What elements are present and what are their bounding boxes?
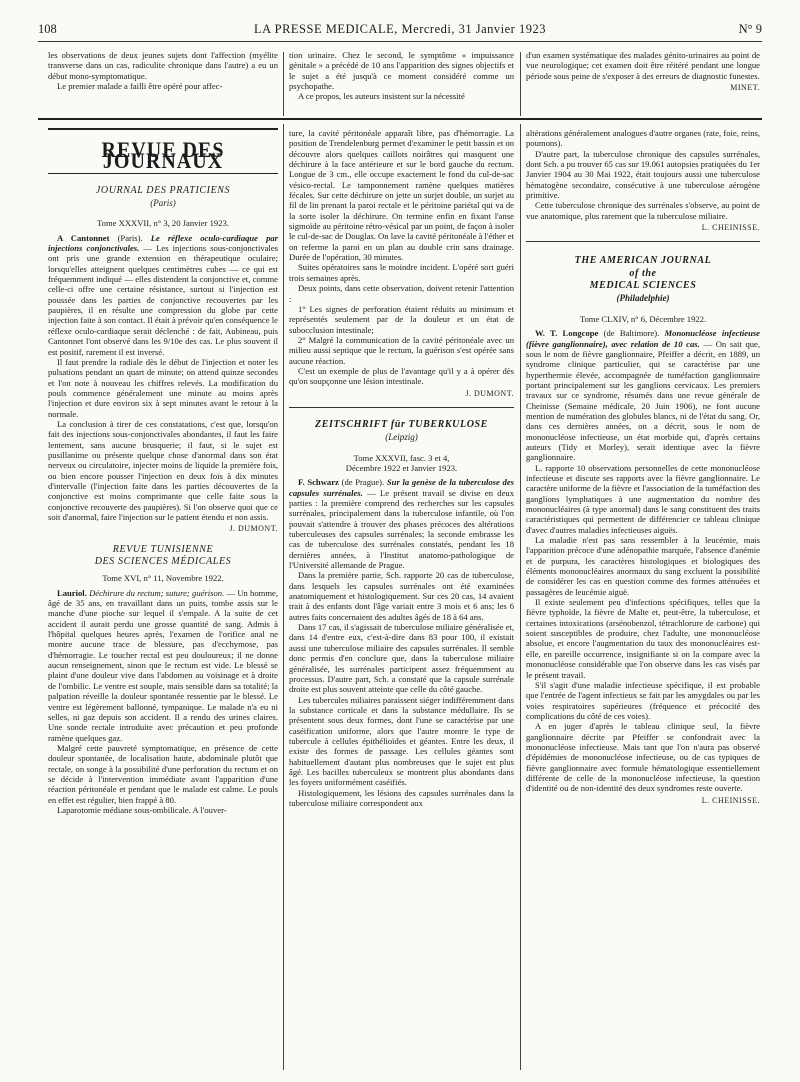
article-author: W. T. Longcope — [535, 328, 599, 339]
journal-zeitschrift-name: ZEITSCHRIFT für TUBERKULOSE — [315, 418, 488, 430]
author-place: (de Baltimore). — [603, 328, 660, 339]
article-paragraph: Dans la première partie, Sch. rapporte 20 cas de tuberculose, dans lesquels les capsules surrénales ont été examinées anatomiquement et histologiquement. Sur ces 20 cas, 14 avaient trait à des enfants dont l'âge variait entre 3 mois et 6 ans; les 6 autres faits concernaient des adultes âgés de 18 à 64 ans. — [289, 570, 514, 622]
page-header — [38, 20, 762, 42]
article-paragraph: L. rapporte 10 observations personnelles de cette mononucléose infectieuse et discute ses rapports avec la fièvre ganglionnaire. Le caractère uniforme de la fièvre et l'association de la tuméfaction des ganglions lymphatiques à une augmentation du nombre des mononucléaires (à type anormal) dans le sang constituent des traits caractéristiques qui permettent de différencier ce tableau clinique d'avec d'autres maladies infectieuses aiguës. — [526, 462, 760, 535]
column-divider-1 — [283, 124, 284, 1070]
article-paragraph: Deux points, dans cette observation, doivent retenir l'attention : — [289, 283, 514, 304]
article-paragraph: La conclusion à tirer de ces constatations, c'est que, lorsqu'on fait des injections sous-conjonctivales abondantes, il faut les faire lentement, sans aucune brusquerie; il faut, si le sujet est pusillanime ou présente quelque chose d'anormal dans son état nerveux ou circulatoire, injecter moins de liquide la première fois, ou bien encore pousser l'injection en deux fois à dix minutes d'intervalle (l'injection faite dans les parties découvertes de la conjonctive est moins comprimante que celle faite sous la conjonctive recouverte des paupières). Si l'on observe quoi que ce soit d'anormal, faire l'injection sur le patient étendu et non assis. — [48, 418, 278, 522]
article-text: — Le présent travail se divise en deux parties : la première comprend des recherches sur les capsules surrénales, principalement dans la tuberculose infantile, où l'on pouvait s'attendre à trouver des phases précoces des altérations tuberculeuses des capsules surrénales; la seconde embrasse les cas de tuberculose des surrénales constatés, pendant les 18 dernières années, à l'Institut anatomo-pathologique de l'Université allemande de Prague. — [289, 487, 514, 571]
journal-american-tome: Tome CLXIV, n° 6, Décembre 1922. — [579, 313, 707, 324]
journal-praticiens-name: JOURNAL DES PRATICIENS — [95, 184, 231, 196]
top-col1 — [48, 50, 278, 91]
article-author: F. Schwarz — [298, 477, 339, 488]
article-title: Sur la genèse de la tuberculose des capsules surrénales. — [289, 477, 515, 498]
journal-praticiens-city: (Paris) — [150, 198, 176, 209]
section-rule — [38, 118, 762, 120]
signature: J. DUMONT. — [229, 524, 278, 534]
section-rule — [526, 241, 760, 242]
journal-header-title: LA PRESSE MEDICALE, Mercredi, 31 Janvier 1923 — [254, 22, 546, 36]
article-paragraph: A en juger d'après le tableau clinique seul, la fièvre ganglionnaire décrite par Pfeiffer se confondrait avec la mononucléose infectieuse. Mais tant que l'on n'aura pas observé d'épidémies de mononucléose infectieuse, ou de cas typiques de fièvre ganglionnaire avec formule hématologique essentiellement différente de celle de la mononucléose infectieuse, la question d'identité ou de non-identité des deux syndromes reste ouverte. — [526, 721, 760, 794]
article-paragraph: Histologiquement, les lésions des capsules surrénales dans la tuberculose miliaire correspondent aux — [289, 787, 514, 808]
article-text: — Les injections sous-conjonctivales ont pris une grande extension en thérapeutique oculaire; lorsqu'elles atteignent quelques centimètres cubes — ce qui est fréquemment indiqué — elles distendent la conjonctive et, comme celle-ci offre une certaine résistance, surtout si l'injection est poussée dans les parties de conjonctive recouvertes par les paupières, il en résulte une compression du globe par cette injection faite à son contact. Il était à prévoir qu'en conséquence le réflexe oculo-cardiaque serait déclenché : de fait, Aubineau, puis Cantonnet l'ont observé dans les 9/10e des cas. Le plus souvent il est positif, rarement il est inversé. — [48, 243, 278, 357]
journal-tunisienne-tome: Tome XVI, n° 11, Novembre 1922. — [102, 573, 224, 584]
article-paragraph: Malgré cette pauvreté symptomatique, en présence de cette douleur spontanée, de localisation haute, abdominale plutôt que rectale, on songe à la possibilité d'une perforation du rectum et on se décide à l'intervention immédiate avant l'apparition d'une réaction péritonéale et pendant que le malade est calme. Le pouls en effet est régulier, bien frappé à 80. — [48, 742, 278, 805]
top-c1-p2: Le premier malade a failli être opéré pour affec- — [57, 81, 223, 92]
article-paragraph: C'est un exemple de plus de l'avantage qu'il y a à opérer dès qu'on soupçonne une lésion intestinale. — [289, 365, 514, 387]
journal-tunisienne-name: REVUE TUNISIENNE — [112, 543, 214, 555]
signature: L. CHEINISSE. — [701, 223, 760, 233]
signature: J. DUMONT. — [465, 388, 514, 398]
column-3 — [526, 128, 760, 806]
header-rule — [38, 41, 762, 42]
column-divider-2 — [520, 124, 521, 1070]
article-paragraph: Laparotomie médiane sous-ombilicale. A l'ouver- — [57, 804, 227, 815]
article-paragraph: La maladie n'est pas sans ressembler à la leucémie, mais l'apparition précoce d'une adénopathie marquée, l'absence d'anémie et de purpura, les caractères histologiques et biologiques des éléments mononucléaires anormaux du sang excluent la possibilité de considérer les cas en question comme des formes atténuées et passagères de leucémie aiguë. — [526, 535, 760, 597]
journal-american-city: (Philadelphie) — [616, 293, 670, 304]
article-paragraph: S'il s'agit d'une maladie infectieuse spécifique, il est probable que l'entrée de l'agent infectieux se fait par les amygdales ou par les voies respiratoires supérieures (fréquence et précocité des complications du côté de ces voies). — [526, 679, 760, 721]
top-c1-p1: les observations de deux jeunes sujets dont l'affection (myélite transverse dans un cas, radiculite chronique dans l'autre) a eu un début mono-symptomatique. — [48, 50, 278, 81]
top-divider-1 — [283, 52, 284, 116]
journal-american-name: THE AMERICAN JOURNAL — [574, 255, 712, 267]
article-paragraph: Dans 17 cas, il s'agissait de tuberculose miliaire généralisée et, dans 14 d'entre eux, c'est-à-dire dans 83 pour 100, il existait aussi une tuberculose miliaire des capsules surrénales. Il semble donc permis d'en conclure que, dans la tuberculose miliaire généralisée, les surrénales participent assez fréquemment au processus. D'autre part, Sch. a constaté que la capsule surrénale droite est plus souvent atteinte que celle du côté gauche. — [289, 622, 514, 695]
section-rule — [289, 407, 514, 408]
article-title: Mononucléose infectieuse (fièvre ganglionnaire), avec relation de 10 cas. — [526, 328, 761, 349]
column-1 — [48, 128, 278, 815]
top-col2 — [289, 50, 514, 102]
revue-title: REVUE DES JOURNAUX — [101, 138, 225, 174]
top-c2-p1: tion urinaire. Chez le second, le symptôme « impuissance génitale » a précédé de 10 ans l'apparition des signes objectifs et le sujet a été jusqu'à ce moment considéré comme un psychopathe. — [289, 50, 514, 92]
article-paragraph: altérations généralement analogues d'autre organes (rate, foie, reins, poumons). — [526, 128, 760, 149]
article-author: A Cantonnet — [57, 232, 110, 243]
article-paragraph: Suites opératoires sans le moindre incident. L'opéré sort guéri trois semaines après. — [289, 262, 514, 283]
article-paragraph: ture, la cavité péritonéale apparaît libre, pas d'hémorragie. La position de Trendelenburg permet d'examiner le petit bassin et on découvre alors quelques caillots noirâtres qui masquent une déchirure à la face antérieure et sur le bord gauche du rectum. Longue de 3 cm., elle occupe exactement le fond du cul-de-sac vésico-rectal. Le tamponnement ramène quelques matières fécales. Sur cette déchirure on jette un surjet double, un surjet au fil de lin prenant la paroi rectale et le péritoine pariétal qui va de la sorte isoler la déchirure. On termine enfin en fixant l'anse sigmoïde au péritoine rétro-vésical par un point, de façon à isoler le cul-de-sac de Douglas. On lave la cavité péritonéale à l'éther et on referme la paroi en un plan au double crin sans drainage. Durée de l'opération, 30 minutes. — [289, 128, 514, 263]
journal-tunisienne-name2: DES SCIENCES MÉDICALES — [94, 556, 232, 568]
journal-praticiens-tome: Tome XXXVII, n° 3, 20 Janvier 1923. — [97, 218, 229, 229]
article-text: — Un homme, âgé de 35 ans, en travaillant dans un puits, tombe assis sur le manche d'une pioche sur lequel il s'empale. A la suite de cet accident il aurait perdu une grosse quantité de sang. Admis à l'hôpital quelques heures après, l'examen de l'orifice anal ne montre aucune trace de blessure, pas d'ecchymose, pas d'hémorragie. Le toucher rectal est peu douloureux; il ne donne aucun renseignement, sinon que le rectum est vide. Le blessé se plaint d'une douleur vive dans l'abdomen au voisinage et à droite de l'ombilic. Le ventre est souple, mais sensible dans sa totalité; la palpation réveille la douleur spontanée ressentie par le blessé. Le ventre est légèrement ballonné, tympanique. Le malade n'a eu ni selles, ni gaz depuis son accident. Il a rendu des urines claires. Une sonde rectale introduite avec précaution et peu profonde ramène quelques gaz. — [48, 587, 278, 743]
article-paragraph: 2° Malgré la communication de la cavité péritonéale avec un milieu aussi septique que le rectum, la guérison s'est opérée sans aucune réaction. — [289, 334, 514, 366]
journal-american-name2: of the — [629, 267, 657, 279]
article-paragraph: Les tubercules miliaires paraissent siéger indifféremment dans la substance corticale et dans la substance médullaire. Ils se présentent sous deux formes, dont l'une se caractérise par une caséification uniforme, alors que l'autre montre le type de tubercule à cellules épithélioïdes et géantes. Entre les deux, il existe des formes de passage. Les cellules géantes sont habituellement d'autant plus nombreuses que le sujet est plus âgé. Les bacilles tuberculeux se montrent plus abondants dans les foyers uniformément caséifiés. — [289, 694, 514, 788]
article-paragraph: Cette tuberculose chronique des surrénales s'observe, au point de vue anatomique, plus rarement que la tuberculose miliaire. — [526, 200, 760, 221]
page-number: 108 — [38, 22, 57, 36]
journal-zeitschrift-tome2: Décembre 1922 et Janvier 1923. — [345, 462, 458, 473]
article-paragraph: Il faut prendre la radiale dès le début de l'injection et noter les pulsations pendant un quart de minute; on attend quinze secondes et l'on note à nouveau les chiffres relevés. La modification du pouls commence généralement une minute au moins après l'injection et dure environ six à sept minutes avant le retour à la normale. — [48, 356, 278, 419]
article-paragraph: Il existe seulement peu d'infections spécifiques, telles que la fièvre typhoïde, la fièvre de Malte et, peut-être, la tuberculose, et certaines intoxications (arsénobenzol, tétrachlorure de carbone) qui soient susceptibles de produire, chez l'adulte, une mononucléose absolue, et encore l'augmentation du taux des mononucléaires est-elle, en pareille occurrence, insignifiante si on la compare avec la mononucléose considérable que l'on observe dans les cas visés par le présent travail. — [526, 597, 760, 680]
article-title: Le réflexe oculo-cardiaque par injections conjonctivales. — [48, 232, 279, 254]
author-place: (de Prague). — [341, 477, 385, 488]
author-place: (Paris). — [117, 232, 143, 243]
column-2 — [289, 128, 514, 808]
article-text: — On sait que, sous le nom de fièvre ganglionnaire, Pfeiffer a décrit, en 1889, un syndrome clinique particulier, qui se caractérise par une hyperthermie élevée, accompagnée de tuméfaction ganglionnaire portant principalement sur les ganglions cervicaux. Les premiers travaux sur ce syndrome, résumés dans une revue générale de Cheinisse (Semaine médicale, 20 Juin 1906), ne font aucune mention de numération des globules blancs, ni de l'état du sang. Or, dans ces dernières années, on a décrit, sous le nom de mononucléose infectieuse, un état morbide qui, d'après certains auteurs (Tidy et Morley), serait identique avec la fièvre ganglionnaire. — [526, 338, 761, 463]
article-author: Lauriol. — [57, 587, 87, 598]
top-c2-p2: A ce propos, les auteurs insistent sur la nécessité — [298, 91, 465, 102]
article-title: Déchirure du rectum; suture; guérison. — [89, 587, 225, 598]
journal-zeitschrift-tome: Tome XXXVII, fasc. 3 et 4, — [353, 452, 450, 463]
article-paragraph: 1° Les signes de perforation étaient réduits au minimum et représentés seulement par de la douleur et un état de subocclusion intestinale; — [289, 303, 514, 335]
revue-title-box — [48, 128, 278, 174]
top-divider-2 — [520, 52, 521, 116]
top-c3-p1: d'un examen systématique des malades génito-urinaires au point de vue neurologique; cet examen doit être réitéré pendant une longue période sous peine de s'exposer à des erreurs de diagnostic funestes. — [526, 50, 760, 81]
journal-zeitschrift-city: (Leipzig) — [385, 432, 418, 443]
top-col3 — [526, 50, 760, 93]
article-paragraph: D'autre part, la tuberculose chronique des capsules surrénales, dont Sch. a pu trouver 65 cas sur 19.061 autopsies pratiquées du 1er Janvier 1904 au 30 Mai 1922, était toujours aussi une tuberculose hématogène secondaire, consécutive à une tuberculose aérogène primitive. — [526, 148, 760, 201]
signature: L. CHEINISSE. — [701, 795, 760, 805]
issue-number: N° 9 — [738, 22, 762, 36]
journal-american-name3: MEDICAL SCIENCES — [589, 280, 697, 292]
top-signature: MINET. — [730, 83, 760, 93]
